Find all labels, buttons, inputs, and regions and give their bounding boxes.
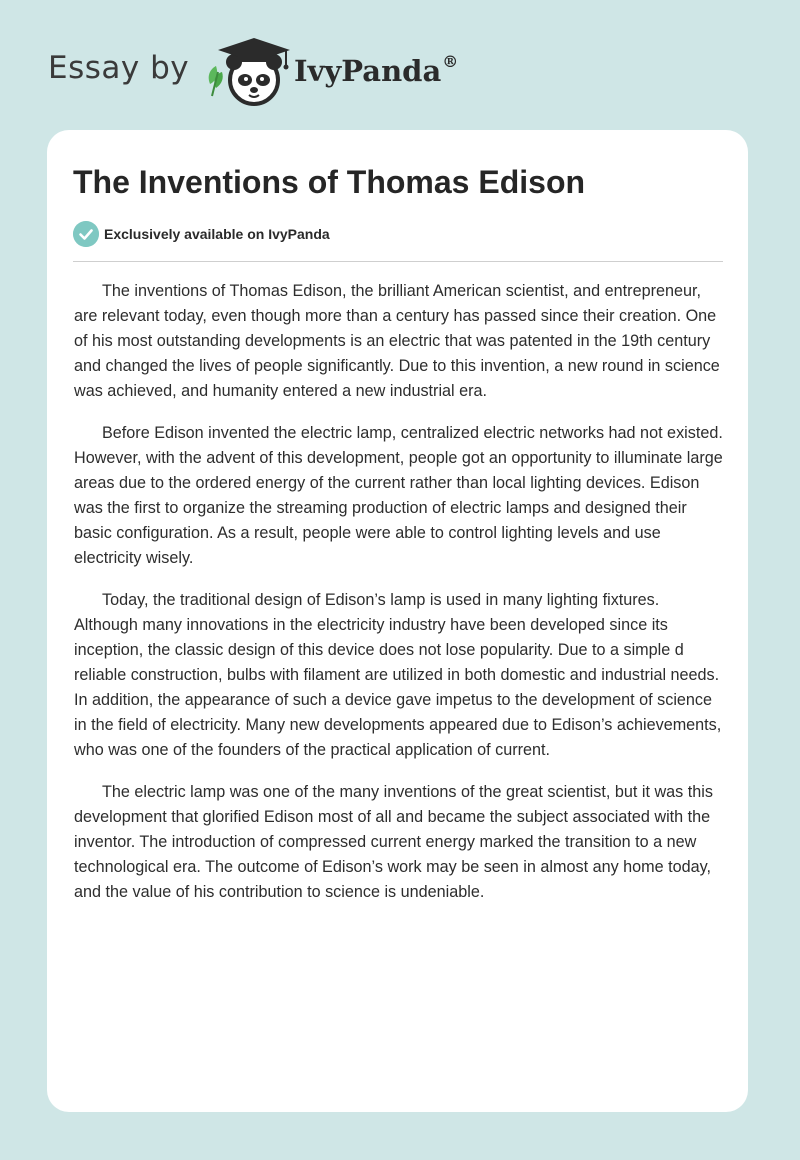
essay-by-label: Essay by — [48, 50, 190, 86]
brand-name[interactable]: IvyPanda® — [294, 52, 459, 88]
panda-logo-icon[interactable] — [202, 36, 298, 108]
paragraph: The inventions of Thomas Edison, the brilliant American scientist, and entrepreneur, are relevant today, even though more than a century has passed since their creation. One of his most outstanding developments is an electric that was patented in the 19th century and changed the lives of people significantly. Due to this invention, a new round in science was achieved, and humanity entered a new industrial era. — [74, 282, 720, 400]
essay-body — [74, 279, 726, 922]
essay-card — [47, 130, 748, 1112]
paragraph: The electric lamp was one of the many inventions of the great scientist, but it was this development that glorified Edison most of all and became the subject associated with the inventor. The introduction of compressed current energy marked the transition to a new technological era. The outcome of Edison’s work may be seen in almost any home today, and the value of his contribution to science is undeniable. — [74, 783, 713, 901]
page-title: The Inventions of Thomas Edison — [73, 164, 586, 200]
exclusive-badge-label: Exclusively available on IvyPanda — [104, 226, 330, 242]
check-circle-icon — [73, 221, 99, 247]
divider — [73, 261, 723, 262]
site-header — [48, 36, 548, 108]
paragraph: Before Edison invented the electric lamp, centralized electric networks had not existed. However, with the advent of this development, people got an opportunity to illuminate large areas due to the ordered energy of the current rather than local lighting devices. Edison was the first to organize the streaming production of electric lamps and designed their basic configuration. As a result, people were able to control lighting levels and use electricity wisely. — [74, 424, 723, 567]
paragraph: Today, the traditional design of Edison’s lamp is used in many lighting fixtures. Although many innovations in the electricity industry have been developed since its inception, the classic design of this device does not lose popularity. Due to a simple d reliable construction, bulbs with filament are utilized in both domestic and industrial needs. In addition, the appearance of such a device gave impetus to the development of science in the field of electricity. Many new developments appeared due to Edison’s achievements, who was one of the founders of the practical application of current. — [74, 591, 722, 759]
